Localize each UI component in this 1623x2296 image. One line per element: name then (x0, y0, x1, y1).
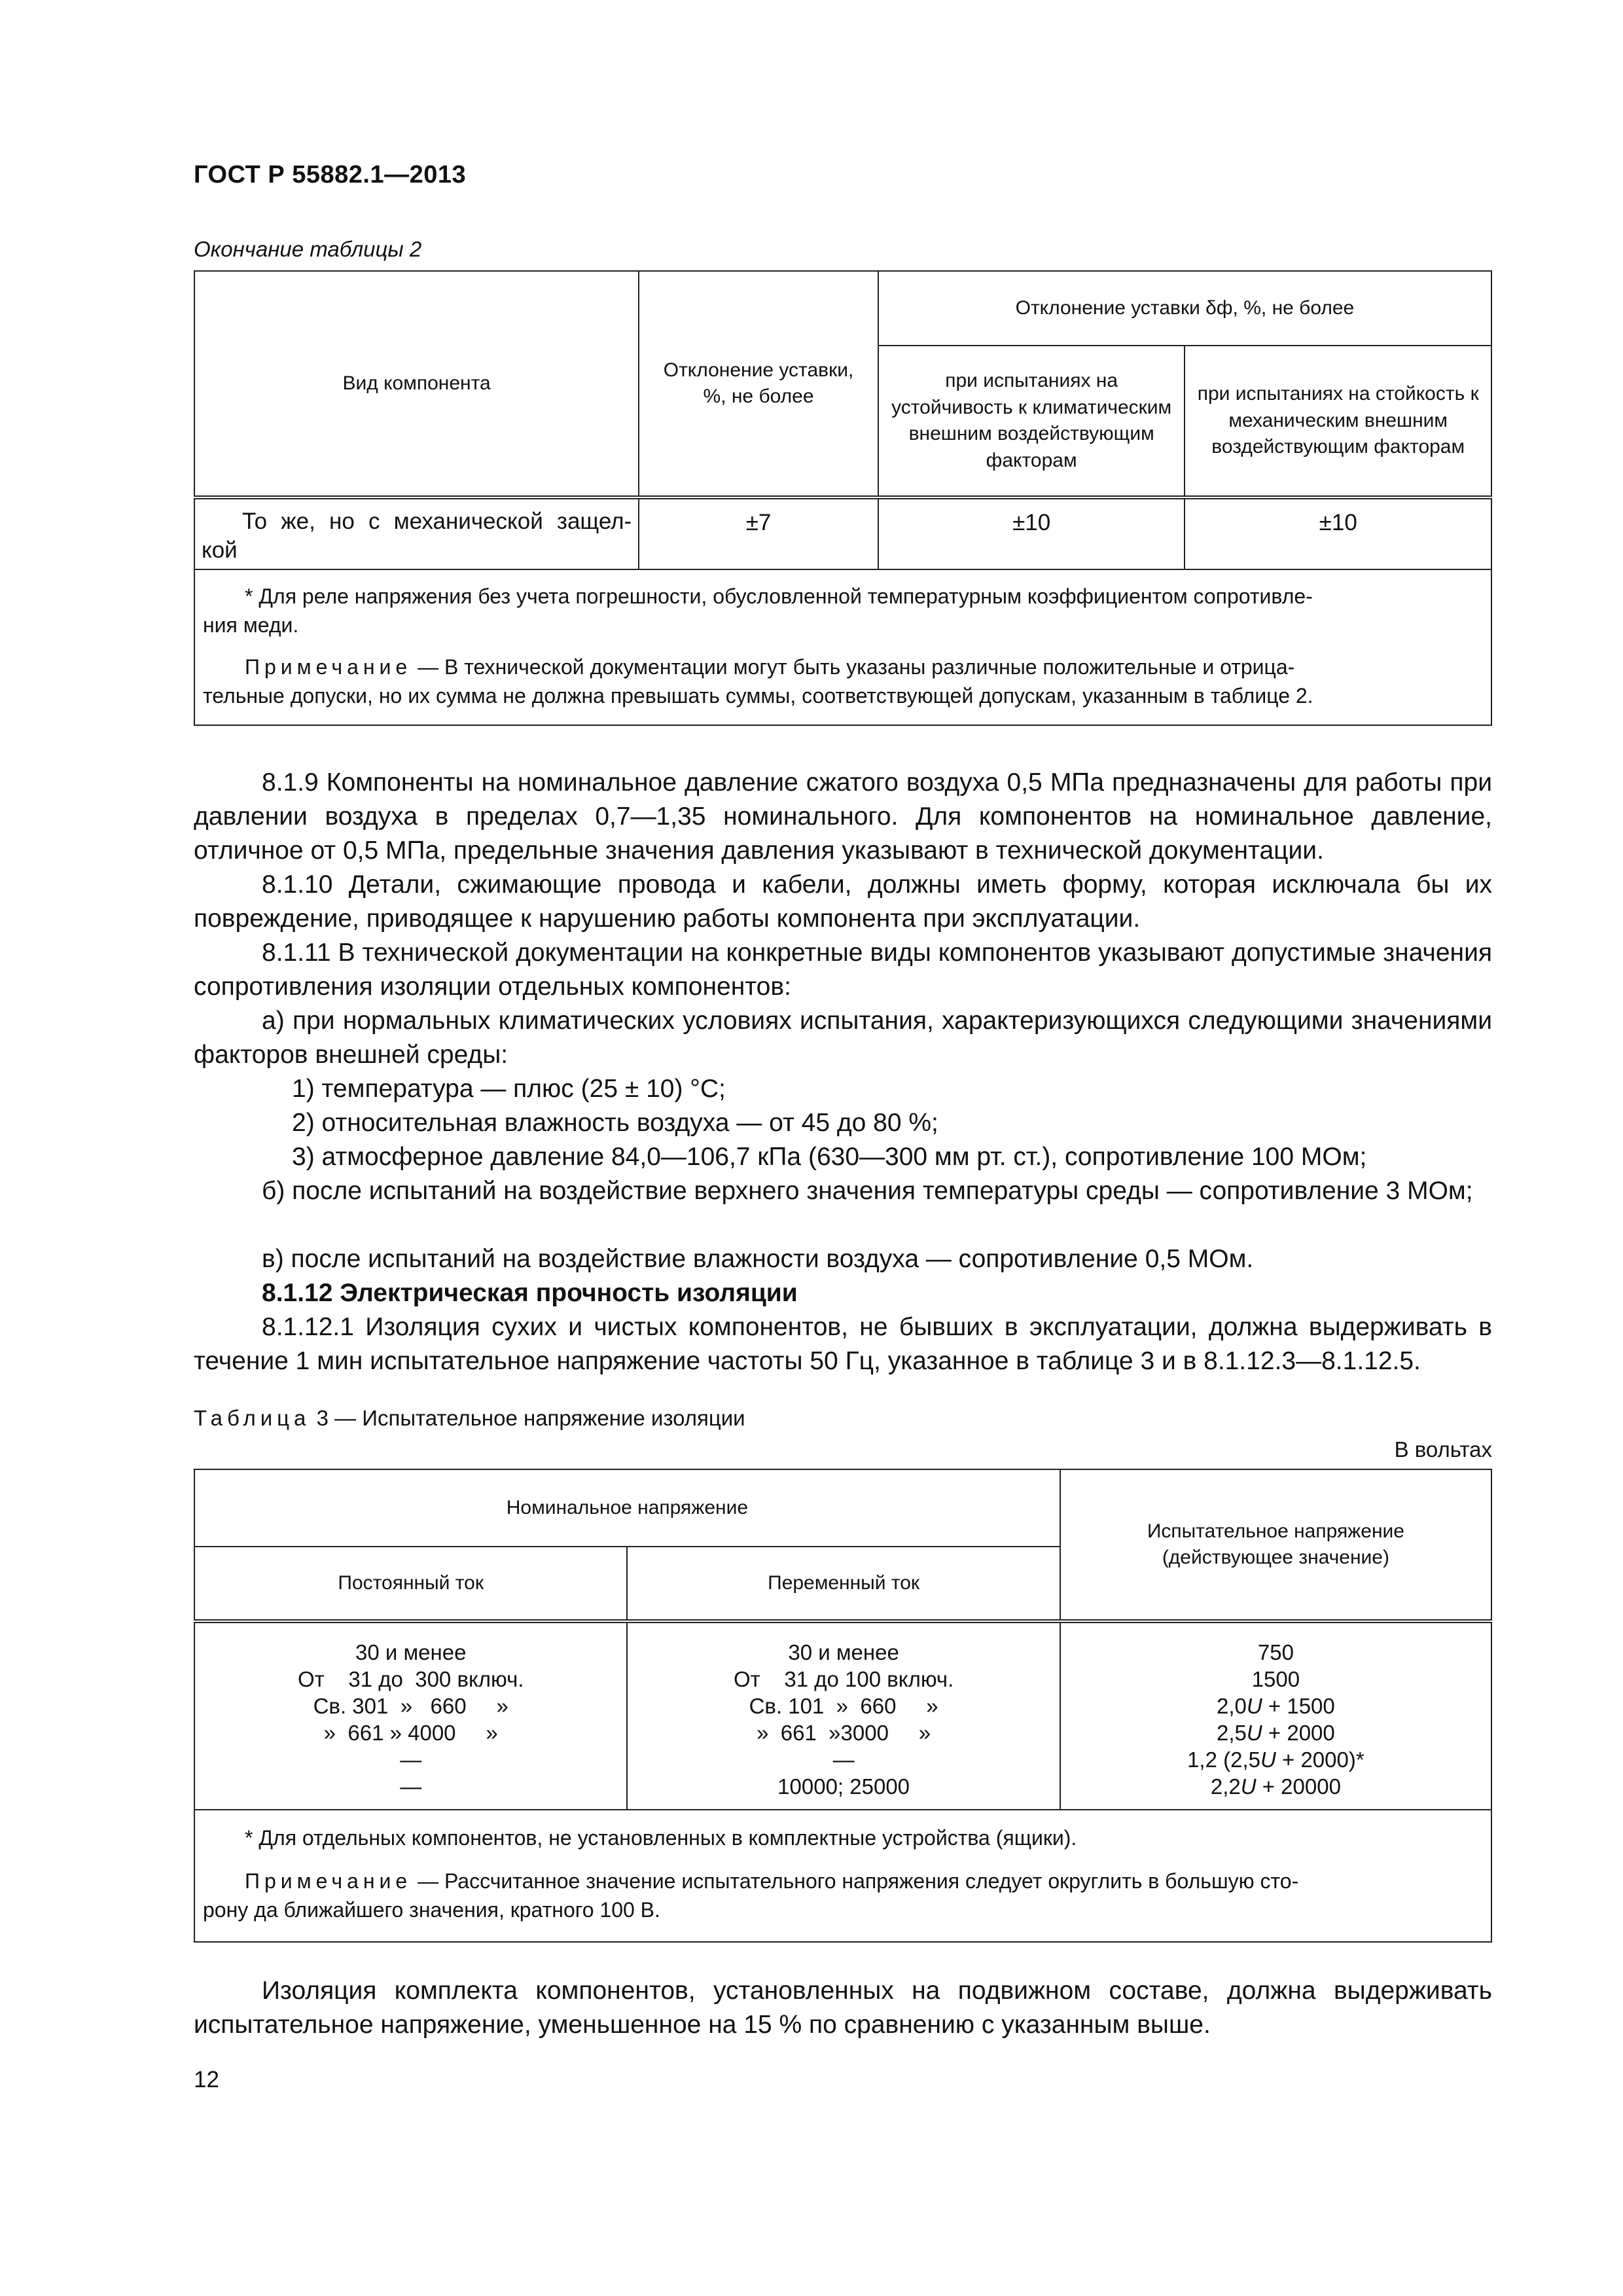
table3-caption-label: Таблица (194, 1406, 311, 1430)
table3-cell-test: 1,2 (2,5U + 2000)* (1187, 1748, 1364, 1772)
table3-cell-ac: Св. 101 » 660 » (749, 1694, 938, 1718)
table2-row-setpoint: ±7 (639, 497, 878, 569)
table2-footnote-line1: * Для реле напряжения без учета погрешности, обусловленной температурным коэффициентом сопротивле- (245, 584, 1313, 608)
table3-head-test-line1: Испытательное напряжение (1147, 1520, 1404, 1542)
table3-cell-test: 1500 (1251, 1667, 1300, 1691)
table2-head-climatic: при испытаниях на устойчивость к климатическим внешним воздействующим факторам (878, 346, 1185, 497)
paragraph-v: в) после испытаний на воздействие влажности воздуха — сопротивление 0,5 МОм. (262, 1245, 1254, 1273)
table3-cell-ac: » 661 »3000 » (757, 1721, 931, 1745)
table3-footnote: * Для отдельных компонентов, не установленных в комплектные устройства (ящики). (245, 1826, 1077, 1850)
table2-note-line1 (203, 653, 1483, 681)
table2-row-mechanical: ±10 (1185, 497, 1491, 569)
table2-head-component: Вид компонента (194, 271, 639, 497)
table3-cell-ac: От 31 до 100 включ. (733, 1667, 954, 1691)
table3-cell-dc: 30 и менее (355, 1640, 467, 1664)
table3-head-dc: Постоянный ток (194, 1547, 627, 1621)
table3-caption (194, 1406, 745, 1431)
table2-row-component-line1: То же, но с механической защел- (242, 509, 632, 534)
table2-note-line2: тельные допуски, но их сумма не должна превышать суммы, соответствующей допускам, указанным в таблице 2. (203, 684, 1313, 708)
table3-cell-ac: 30 и менее (788, 1640, 899, 1664)
table3-ac-values (628, 1639, 1059, 1800)
table3-cell-test: 2,0U + 1500 (1217, 1694, 1335, 1718)
table3-note-text1: — Рассчитанное значение испытательного напряжения следует округлить в большую сто- (418, 1869, 1299, 1893)
table3-caption-text: 3 — Испытательное напряжение изоляции (316, 1406, 745, 1430)
table3-cell-dc: » 661 » 4000 » (323, 1721, 498, 1745)
table3-cell-test: 2,2U + 20000 (1210, 1774, 1341, 1799)
paragraph-8-1-12-1: 8.1.12.1 Изоляция сухих и чистых компонентов, не бывших в эксплуатации, должна выдерживать в течение 1 мин испытательное напряжение частоты 50 Гц, указанное в таблице 3 и в 8.1.12.3—8.1.12.5. (194, 1313, 1492, 1375)
list-item-2: 2) относительная влажность воздуха — от 45 до 80 %; (292, 1109, 938, 1137)
table2-footnote-line2: ния меди. (203, 613, 299, 637)
table3 (194, 1469, 1492, 1943)
table2-row-component (194, 497, 639, 569)
table3-notes (194, 1810, 1491, 1942)
paragraph-a: а) при нормальных климатических условиях испытания, характеризующихся следующими значениями факторов внешней среды: (194, 1007, 1492, 1069)
table3-col-ac (627, 1621, 1060, 1810)
table2-note-label: Примечание (245, 655, 412, 679)
table3-units: В вольтах (1394, 1437, 1492, 1462)
table2-head-mechanical: при испытаниях на стойкость к механическим внешним воздействующим факторам (1185, 346, 1491, 497)
table3-cell-dc: Св. 301 » 660 » (313, 1694, 508, 1718)
table3-cell-ac: 10000; 25000 (777, 1774, 910, 1799)
table3-cell-dc: — (400, 1748, 422, 1772)
table3-cell-test: 750 (1257, 1640, 1294, 1664)
section-heading-8-1-12: 8.1.12 Электрическая прочность изоляции (262, 1279, 798, 1307)
table3-cell-dc: — (400, 1774, 422, 1799)
paragraph-8-1-11: 8.1.11 В технической документации на конкретные виды компонентов указывают допустимые значения сопротивления изоляции отдельных компонентов: (194, 939, 1492, 1001)
list-item-1: 1) температура — плюс (25 ± 10) °С; (292, 1075, 726, 1103)
table3-col-test (1060, 1621, 1491, 1810)
table3-note-label: Примечание (245, 1869, 412, 1893)
table3-cell-test: 2,5U + 2000 (1217, 1721, 1335, 1745)
list-item-3: 3) атмосферное давление 84,0—106,7 кПа (630—300 мм рт. ст.), сопротивление 100 МОм; (292, 1143, 1367, 1171)
table2-note-text1: — В технической документации могут быть указаны различные положительные и отрица- (418, 655, 1295, 679)
table3-head-ac: Переменный ток (627, 1547, 1060, 1621)
table2-row-component-line2: кой (202, 537, 238, 563)
table2 (194, 270, 1492, 726)
table3-cell-ac: — (832, 1748, 855, 1772)
table3-dc-values (195, 1639, 626, 1800)
table3-col-dc (194, 1621, 627, 1810)
document-header: ГОСТ Р 55882.1—2013 (194, 161, 467, 188)
page-number: 12 (194, 2067, 219, 2092)
closing-paragraph: Изоляция комплекта компонентов, установленных на подвижном составе, должна выдерживать испытательное напряжение, уменьшенное на 15 % по сравнению с указанным выше. (194, 1977, 1492, 2039)
table3-head-nominal: Номинальное напряжение (194, 1469, 1060, 1547)
table2-notes (194, 569, 1491, 725)
table3-note-line1 (203, 1867, 1483, 1895)
table3-head-test-line2: (действующее значение) (1162, 1547, 1389, 1568)
table2-head-setpoint: Отклонение уставки, %, не более (639, 271, 878, 497)
paragraph-8-1-10: 8.1.10 Детали, сжимающие провода и кабели, должны иметь форму, которая исключала бы их повреждение, приводящее к нарушению работы компонента при эксплуатации. (194, 870, 1492, 933)
paragraph-8-1-9: 8.1.9 Компоненты на номинальное давление сжатого воздуха 0,5 МПа предназначены для работы при давлении воздуха в пределах 0,7—1,35 номинального. Для компонентов на номинальное давление, отличное от 0,5 МПа, предельные значения давления указывают в технической документации. (194, 768, 1492, 865)
table2-head-group: Отклонение уставки δф, %, не более (878, 271, 1491, 346)
table3-note-line2: рону да ближайшего значения, кратного 100 В. (203, 1898, 660, 1922)
table3-test-values (1061, 1639, 1491, 1800)
table2-caption: Окончание таблицы 2 (194, 237, 422, 261)
table3-cell-dc: От 31 до 300 включ. (297, 1667, 524, 1691)
table3-head-test (1060, 1469, 1491, 1621)
table2-row-climatic: ±10 (878, 497, 1185, 569)
paragraph-b: б) после испытаний на воздействие верхнего значения температуры среды — сопротивление 3 МОм; (262, 1177, 1473, 1205)
